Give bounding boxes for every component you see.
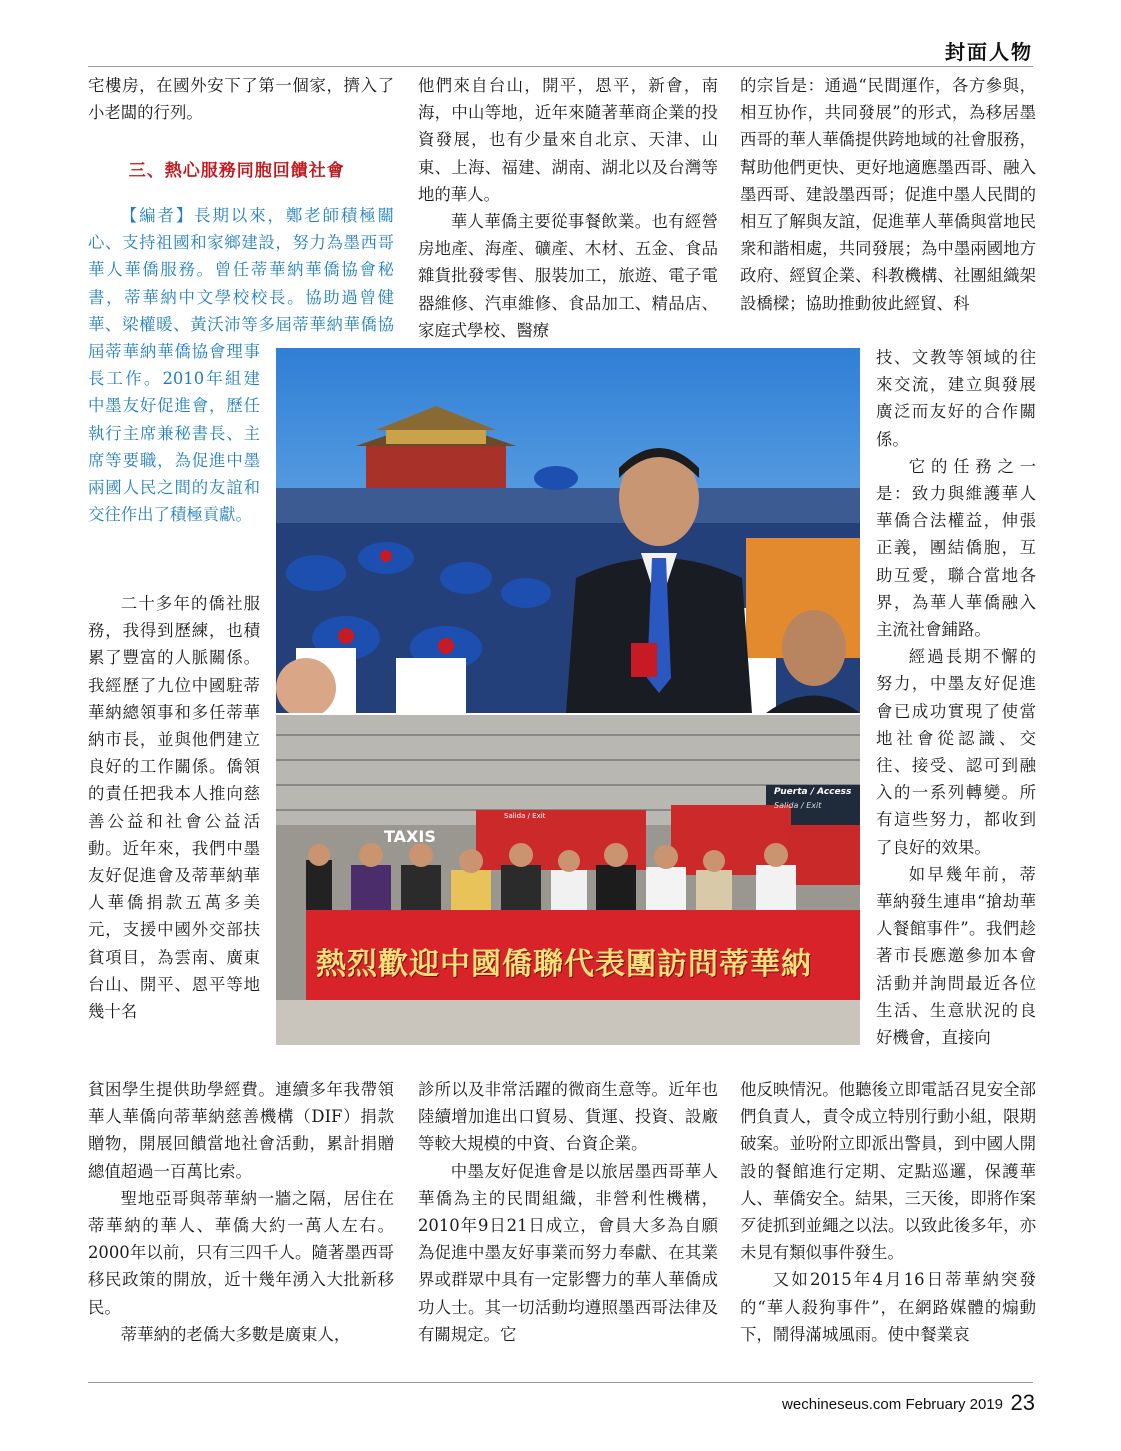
paragraph: 宅樓房，在國外安下了第一個家，擠入了小老闆的行列。 — [88, 76, 394, 123]
paragraph: 如早幾年前，蒂華納發生連串“搶劫華人餐館事件”。我們趁著市長應邀參加本會活動并詢問最近各位生活、生意狀況的良好機會，直接向 — [876, 864, 1036, 1048]
middle-column-bottom — [418, 1076, 718, 1348]
right-column-bottom — [740, 1076, 1036, 1348]
section-heading: 三、熱心服務同胞回饋社會 — [128, 161, 345, 182]
page-number: 23 — [1010, 1390, 1035, 1415]
middle-column-top — [418, 72, 718, 344]
photo-airport-image — [276, 715, 860, 1045]
taxis-sign: TAXIS — [384, 827, 436, 846]
left-column-narrow: 二十多年的僑社服務，我得到歷練，也積累了豐富的人脈關係。我經歷了九位中國駐蒂華納總領事和多任蒂華納市長，並與他們建立良好的工作關係。僑領的責任把我本人推向慈善公益和社會公益活動。近年來，我們中墨友好促進會及蒂華納華人華僑捐款五萬多美元，支援中國外交部扶貧項目，為雲南、廣東台山、開平、恩平等地幾十名 — [88, 594, 260, 1022]
paragraph: 蒂華納的老僑大多數是廣東人， — [120, 1324, 351, 1344]
left-column-top — [88, 72, 394, 206]
paragraph: 又如2015年4月16日蒂華納突發的“華人殺狗事件”，在網路媒體的煽動下，鬧得滿城風雨。使中餐業哀 — [740, 1270, 1036, 1344]
header-rule — [88, 66, 1033, 67]
paragraph: 中墨友好促進會是以旅居墨西哥華人華僑為主的民間組織，非營利性機構，2010年9日21日成立，會員大多為自願為促進中墨友好事業而努力奉獻、在其業界或群眾中具有一定影響力的華人華僑成功人士。其一切活動均遵照墨西哥法律及有關規定。它 — [418, 1161, 718, 1344]
paragraph: 診所以及非常活躍的微商生意等。近年也陸續增加進出口貿易、貨運、投資、設廠等較大規模的中資、台資企業。 — [418, 1080, 718, 1154]
footer-site-date: wechineseus.com February 2019 — [782, 1396, 1003, 1413]
footer-rule — [88, 1382, 1033, 1383]
right-column-narrow — [876, 344, 1036, 1051]
paragraph: 他反映情況。他聽後立即電話召見安全部們負責人，責令成立特別行動小組，限期破案。並吩附立即派出警員，到中國人開設的餐館進行定期、定點巡邏，保護華人、華僑安全。結果，三天後，即將作案歹徒抓到並繩之以法。以致此後多年，亦未見有類似事件發生。 — [740, 1080, 1036, 1263]
editor-note: 【編者】長期以來，鄭老師積極關心、支持祖國和家鄉建設，努力為墨西哥華人華僑服務。曾任蒂華納華僑協會秘書，蒂華納中文學校校長。協助過曾健華、梁權暖、黃沃沛等多屆蒂華納華僑協 — [88, 206, 394, 334]
paragraph: 經過長期不懈的努力，中墨友好促進會已成功實現了使當地社會從認識、交往、接受、認可到融入的一系列轉變。所有這些努力，都收到了良好的效果。 — [876, 647, 1036, 857]
paragraph: 他們來自台山，開平，恩平，新會，南海，中山等地，近年來隨著華商企業的投資發展，也有少量來自北京、天津、山東、上海、福建、湖南、湖北以及台灣等地的華人。 — [418, 76, 718, 204]
salida-sign: Salida / Exit — [774, 801, 822, 810]
paragraph: 聖地亞哥與蒂華納一牆之隔，居住在蒂華納的華人、華僑大約一萬人左右。2000年以前，只有三四千人。隨著墨西哥移民政策的開放，近十幾年湧入大批新移民。 — [88, 1188, 394, 1317]
puerta-sign: Puerta / Access — [774, 787, 852, 797]
paragraph: 華人華僑主要從事餐飲業。也有經營房地產、海產、礦產、木材、五金、食品雜貨批發零售、服裝加工，旅遊、電子電器維修、汽車維修、食品加工、精品店、家庭式學校、醫療 — [418, 212, 718, 340]
photo-tiananmen — [275, 347, 861, 714]
paragraph: 的宗旨是：通過“民間運作，各方參與，相互协作，共同發展”的形式，為移居墨西哥的華人華僑提供跨地域的社會服務，幫助他們更快、更好地適應墨西哥、融入墨西哥、建設墨西哥；促進中墨人民間的相互了解與友誼，促進華人華僑與當地民衆和諧相處，共同發展；為中墨兩國地方政府、經貿企業、科教機構、社團組織架設橋樑；協助推動彼此經貿、科 — [740, 76, 1036, 313]
right-column-top — [740, 72, 1036, 317]
editor-note-continued: 屆蒂華納華僑協會理事長工作。2010年組建中墨友好促進會，歷任執行主席兼秘書長、主席等要職，為促進中墨兩國人民之間的友誼和交往作出了積極貢獻。 — [88, 342, 260, 525]
paragraph: 它的任務之一是：致力與維護華人華僑合法權益，伸張正義，團結僑胞，互助互愛，聯合當地各界，為華人華僑融入主流社會鋪路。 — [876, 456, 1036, 640]
exit-sign: Salida / Exit — [504, 812, 546, 820]
left-column-bottom: 貧困學生提供助學經費。連續多年我帶領華人華僑向蒂華納慈善機構（DIF）捐款贈物，開展回饋當地社會活動，累計捐贈總值超過一百萬比索。 聖地亞哥與蒂華納一牆之隔，居住在蒂華納的華人、華僑大約一萬人左右。2000年以前，只有三四千人。隨著墨西哥移民政策的開放，近十幾年湧入大批新移民。 蒂華納的老僑大多數是廣東人， — [88, 1076, 394, 1348]
paragraph: 技、文教等領域的往來交流，建立與發展廣泛而友好的合作關係。 — [876, 348, 1036, 449]
section-title: 封面人物 — [945, 40, 1033, 64]
welcome-banner-text: 熱烈歡迎中國僑聯代表團訪問蒂華納 — [316, 947, 812, 982]
photo-tiananmen-image — [276, 348, 860, 713]
editor-note-wide — [88, 202, 394, 338]
photo-airport — [275, 714, 861, 1046]
